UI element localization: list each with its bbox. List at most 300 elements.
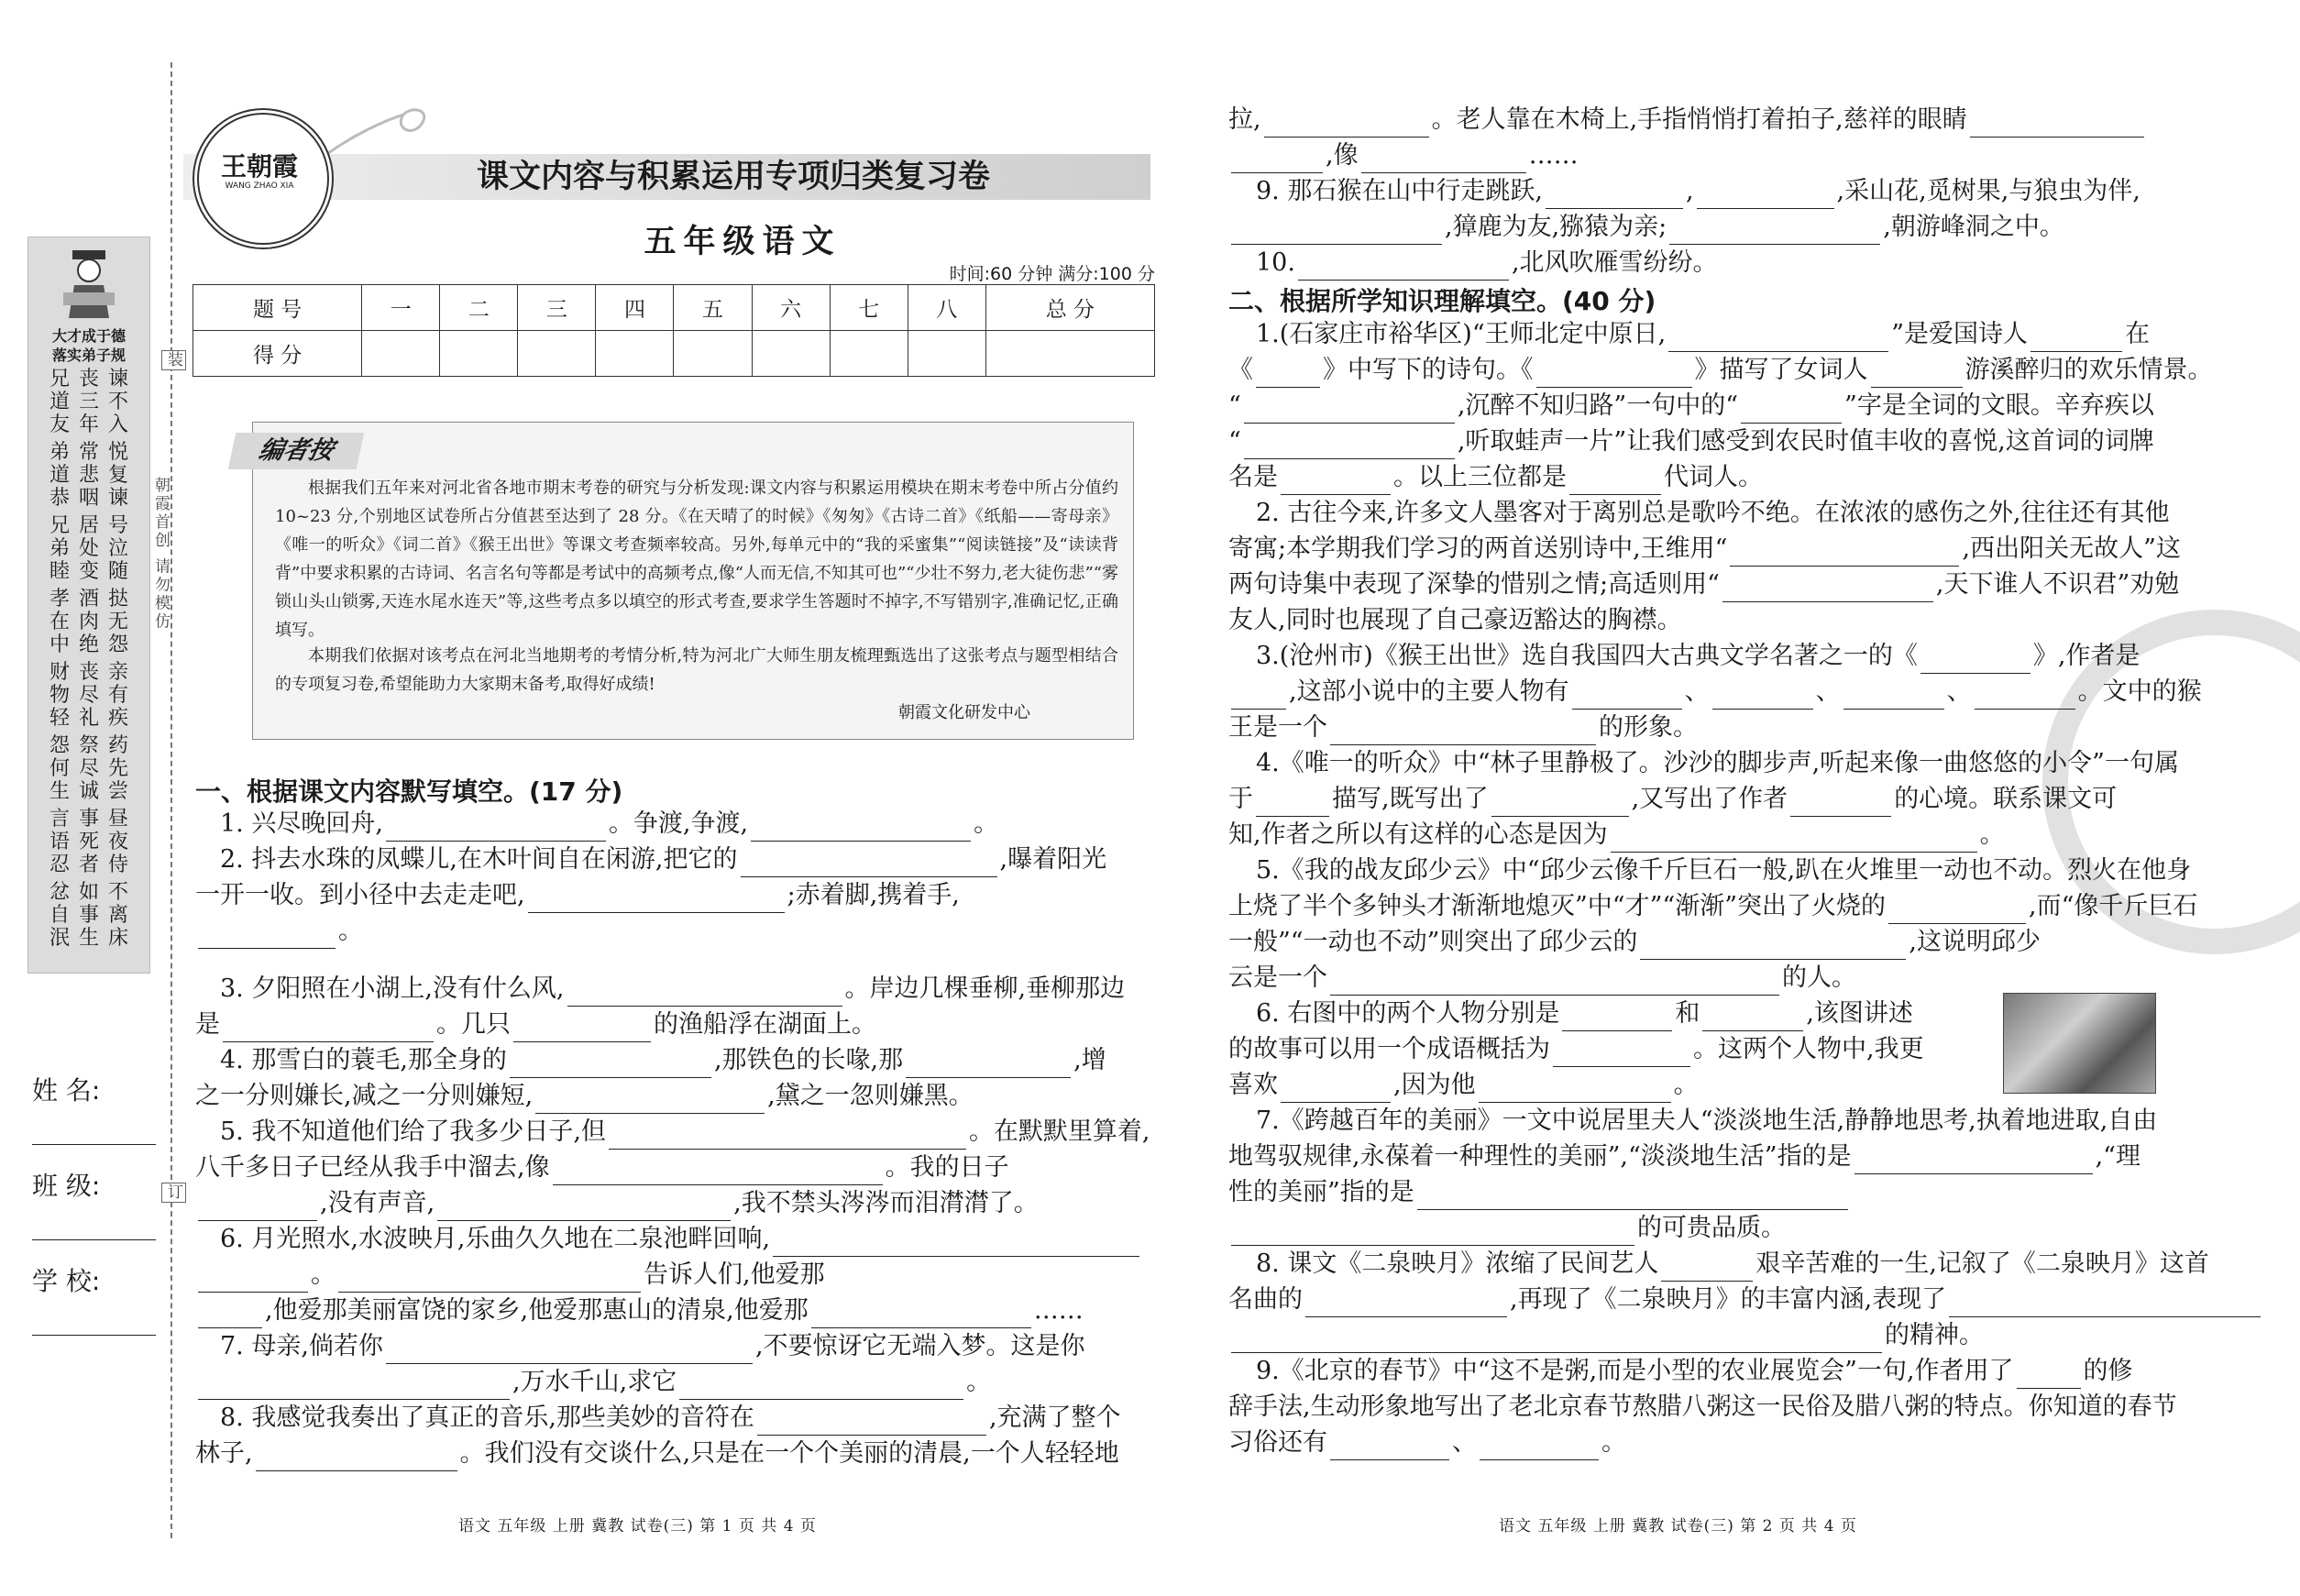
poem-column: 谏不入: [107, 368, 128, 436]
f2-line: [1228, 1032, 1924, 1067]
binding-mark-ding: 订: [161, 1183, 186, 1203]
score-header-cell: 总 分: [985, 285, 1154, 331]
question-text: 的人。: [1782, 963, 1856, 992]
poem-column: 言语忍: [49, 808, 70, 876]
name-field[interactable]: [32, 1144, 156, 1145]
question-text: 6. 右图中的两个人物分别是: [1256, 999, 1560, 1028]
f1-line: [1256, 996, 1913, 1031]
answer-blank[interactable]: [1480, 1432, 1599, 1460]
question-text: 名曲的: [1228, 1285, 1303, 1314]
motto-line-2: 落实弟子规: [51, 347, 126, 364]
question-text: 8. 我感觉我奏出了真正的音乐,那些美妙的音符在: [220, 1403, 754, 1432]
question-text: ……: [1033, 1296, 1084, 1325]
brand-logo-subtext: WANG ZHAO XIA: [225, 182, 294, 191]
answer-blank[interactable]: [1741, 395, 1842, 424]
question-text: ,我不禁头涔涔而泪潸潸了。: [733, 1189, 1039, 1217]
question-text: “: [1228, 391, 1241, 420]
score-cell[interactable]: [908, 331, 985, 377]
question-text: 习俗还有: [1228, 1428, 1327, 1457]
question-text: 。老人靠在木椅上,手指悄悄打着拍子,慈祥的眼睛: [1431, 105, 1967, 134]
h1-line: [1256, 1247, 2209, 1282]
question-text: ,没有声音,: [320, 1189, 435, 1217]
question-text: 性的美丽”指的是: [1228, 1178, 1414, 1206]
answer-blank[interactable]: [1871, 359, 1963, 388]
answer-blank[interactable]: [1330, 967, 1779, 996]
question-text: 。在默默里算着,: [968, 1117, 1150, 1146]
answer-blank[interactable]: [1843, 681, 1944, 710]
exam-title: 课文内容与积累运用专项归类复习卷: [476, 159, 990, 195]
answer-blank[interactable]: [1231, 216, 1442, 245]
answer-blank[interactable]: [1305, 1289, 1507, 1317]
answer-blank[interactable]: [198, 1264, 308, 1293]
question-text: 。: [1979, 820, 2005, 849]
q8-line-a: [220, 1401, 1121, 1436]
answer-blank[interactable]: [1281, 467, 1391, 495]
question-text: 3.(沧州市)《猴王出世》选自我国四大古典文学名著之一的《: [1256, 642, 1918, 670]
answer-blank[interactable]: [1330, 1432, 1449, 1460]
answer-blank[interactable]: [386, 813, 606, 842]
score-label: 得 分: [193, 331, 362, 377]
b3-line: [1228, 567, 2179, 602]
answer-blank[interactable]: [773, 1228, 1139, 1257]
dizigui-poem: [28, 368, 149, 963]
answer-blank[interactable]: [1888, 896, 2026, 924]
answer-blank[interactable]: [1417, 1182, 1848, 1210]
question-text: 是: [195, 1010, 220, 1039]
exam-subtitle: 五年级语文: [644, 224, 842, 260]
question-text: 、: [1684, 677, 1710, 706]
poem-column: 怨何生: [49, 734, 70, 803]
question-text: 的心境。联系课文可: [1894, 785, 2118, 813]
binding-note: 朝霞首创 请勿模仿: [151, 477, 170, 632]
answer-blank[interactable]: [535, 1085, 765, 1114]
c1-line: [1256, 639, 2140, 674]
question-text: 。文中的猴: [2077, 677, 2202, 706]
question-text: 。几只: [436, 1010, 511, 1039]
answer-blank[interactable]: [2017, 1360, 2081, 1389]
question-text: 喜欢: [1228, 1071, 1278, 1099]
answer-blank[interactable]: [1553, 1039, 1690, 1067]
question-text: 上烧了半个多钟头才渐渐地熄灭”中“才”“渐渐”突出了火烧的: [1228, 892, 1887, 920]
answer-blank[interactable]: [1361, 145, 1526, 173]
question-text: 5. 我不知道他们给了我多少日子,但: [220, 1117, 606, 1146]
answer-blank[interactable]: [1669, 216, 1880, 245]
question-text: 。: [1601, 1428, 1626, 1457]
question-text: 云是一个: [1228, 963, 1327, 992]
question-text: ,朝游峰洞之中。: [1883, 213, 2064, 241]
score-cell[interactable]: [752, 331, 830, 377]
answer-blank[interactable]: [751, 813, 971, 842]
poem-column: 兄道友: [49, 368, 70, 436]
question-text: ,西出阳关无故人”这: [1962, 534, 2181, 563]
answer-blank[interactable]: [567, 978, 842, 1007]
answer-blank[interactable]: [198, 1300, 262, 1328]
question-text: ……: [1528, 141, 1579, 170]
question-text: 、: [1946, 677, 1972, 706]
answer-blank[interactable]: [1661, 1253, 1753, 1282]
question-text: 知,作者之所以有这样的心态是因为: [1228, 820, 1608, 849]
question-text: ,沉醉不知归路”一句中的“: [1457, 391, 1739, 420]
answer-blank[interactable]: [609, 1121, 966, 1150]
school-field[interactable]: [32, 1335, 156, 1336]
question-text: 辞手法,生动形象地写出了老北京春节熬腊八粥这一民俗及腊八粥的特点。你知道的春节: [1228, 1392, 2177, 1421]
class-field[interactable]: [32, 1239, 156, 1240]
a1-line: [1256, 317, 2150, 352]
scholar-illustration-icon: [61, 247, 116, 320]
question-text: 3. 夕阳照在小湖上,没有什么风,: [220, 974, 565, 1003]
question-text: 。: [338, 917, 363, 945]
question-text: 拉,: [1228, 105, 1261, 134]
b4-line: [1228, 603, 1682, 638]
answer-blank[interactable]: [198, 1193, 317, 1221]
question-text: 代词人。: [1664, 463, 1763, 491]
q5-line-b: [195, 1150, 1009, 1185]
question-text: 7.《跨越百年的美丽》一文中说居里夫人“淡淡地生活,静静地思考,执着地进取,自由: [1256, 1106, 2158, 1135]
motto-sidebar: [28, 237, 150, 974]
question-text: 的可贵品质。: [1637, 1214, 1786, 1242]
poem-column: 亲有疾: [107, 661, 128, 730]
poem-column: 悦复谏: [107, 441, 128, 510]
question-text: ,采山花,觅树果,与狼虫为伴,: [1836, 177, 2140, 205]
school-label: 学 校:: [32, 1266, 101, 1296]
question-text: 。这两个人物中,我更: [1693, 1035, 1924, 1063]
question-text: 游溪醉归的欢乐情景。: [1964, 356, 2213, 384]
q8-line-b: [195, 1436, 1119, 1471]
answer-blank[interactable]: [1281, 1074, 1391, 1103]
score-table: [193, 284, 1155, 377]
answer-blank[interactable]: [510, 1050, 711, 1078]
question-text: ,曝着阳光: [999, 845, 1107, 874]
i3-line: [1228, 1425, 1626, 1460]
score-header-cell: 四: [596, 285, 674, 331]
poem-column: 挞无怨: [107, 588, 128, 656]
i1-line: [1256, 1354, 2133, 1389]
answer-blank[interactable]: [553, 1157, 883, 1185]
binding-mark-zhuang: 装: [161, 350, 186, 370]
a5-line: [1228, 460, 1763, 495]
q2-line-a: [220, 842, 1106, 877]
poem-column: 弟道恭: [49, 441, 70, 510]
question-text: 林子,: [195, 1439, 253, 1468]
poem-column: 祭尽诚: [78, 734, 99, 803]
g3-line: [1228, 1175, 1851, 1210]
h3-line: [1228, 1318, 1984, 1353]
poem-column: 忿自泯: [49, 881, 70, 950]
question-text: 9. 那石猴在山中行走跳跃,: [1256, 177, 1543, 205]
question-text: 一般”“一动也不动”则突出了邱少云的: [1228, 928, 1638, 956]
question-text: ”字是全词的文眼。辛弃疾以: [1844, 391, 2154, 420]
c2-line: [1228, 675, 2202, 710]
question-text: 5.《我的战友邱少云》中“邱少云像千斤巨石一般,趴在火堆里一动也不动。烈火在他身: [1256, 856, 2192, 885]
question-text: ,再现了《二泉映月》的丰富内涵,表现了: [1510, 1285, 1947, 1314]
q6-line-b: [195, 1258, 825, 1293]
answer-blank[interactable]: [198, 1371, 510, 1400]
question-text: ,那铁色的长喙,那: [713, 1046, 904, 1074]
answer-blank[interactable]: [338, 1264, 641, 1293]
answer-blank[interactable]: [1730, 538, 1959, 567]
footer-page-2: 语文 五年级 上册 冀教 试卷(三) 第 2 页 共 4 页: [1499, 1517, 1857, 1535]
q2-line-c: [195, 914, 363, 949]
story-illustration-image: [2003, 993, 2156, 1094]
poem-column: 事死者: [78, 808, 99, 876]
section-1-heading: 一、根据课文内容默写填空。(17 分): [195, 776, 623, 807]
answer-blank[interactable]: [437, 1193, 731, 1221]
b1-line: [1256, 496, 2170, 531]
q9-line-a: [1256, 174, 2140, 209]
answer-blank[interactable]: [256, 1443, 457, 1471]
editor-note-tag: 编者按: [228, 433, 365, 469]
r-line-2: [1228, 138, 1579, 173]
answer-blank[interactable]: [1722, 574, 1933, 602]
class-label: 班 级:: [32, 1171, 101, 1201]
footer-page-1: 语文 五年级 上册 冀教 试卷(三) 第 1 页 共 4 页: [458, 1517, 817, 1535]
question-text: 4. 那雪白的蓑毛,那全身的: [220, 1046, 507, 1074]
question-text: 2. 抖去水珠的凤蝶儿,在木叶间自在闲游,把它的: [220, 845, 738, 874]
score-cell[interactable]: [985, 331, 1154, 377]
answer-blank[interactable]: [1330, 717, 1596, 745]
question-text: 的修: [2083, 1357, 2133, 1385]
score-header-cell: 七: [830, 285, 908, 331]
question-text: 友人,同时也展现了自己豪迈豁达的胸襟。: [1228, 606, 1682, 634]
i2-line: [1228, 1390, 2177, 1425]
answer-blank[interactable]: [1640, 931, 1906, 960]
question-text: ,这部小说中的主要人物有: [1289, 677, 1569, 706]
score-header-row: [193, 285, 1155, 331]
q3-line-b: [195, 1007, 876, 1042]
question-text: 于: [1228, 785, 1253, 813]
score-header-cell: 六: [752, 285, 830, 331]
answer-blank[interactable]: [2030, 324, 2122, 352]
h2-line: [1228, 1282, 2263, 1317]
answer-blank[interactable]: [386, 1336, 753, 1364]
question-text: ,而“像千斤巨石: [2029, 892, 2198, 920]
question-text: 的精神。: [1885, 1321, 1984, 1349]
q3-line-a: [220, 972, 1125, 1007]
question-text: 。我的日子: [885, 1153, 1009, 1182]
answer-blank[interactable]: [1668, 324, 1888, 352]
name-label: 姓 名:: [32, 1075, 101, 1106]
motto-line-1: 大才成于德: [51, 327, 126, 345]
question-text: “: [1228, 427, 1241, 456]
answer-blank[interactable]: [1970, 109, 2144, 138]
a4-line: [1228, 424, 2154, 459]
question-text: 8. 课文《二泉映月》浓缩了民间艺人: [1256, 1249, 1659, 1278]
answer-blank[interactable]: [1256, 359, 1320, 388]
question-text: 1.(石家庄市裕华区)“王师北定中原日,: [1256, 320, 1667, 348]
answer-blank[interactable]: [1712, 681, 1813, 710]
question-text: 。以上三位都是: [1393, 463, 1567, 491]
answer-blank[interactable]: [1697, 181, 1834, 209]
q2-line-b: [195, 878, 960, 913]
answer-blank[interactable]: [1949, 1289, 2261, 1317]
answer-blank[interactable]: [1702, 1003, 1803, 1031]
question-text: 。: [1673, 1071, 1699, 1099]
answer-blank[interactable]: [811, 1300, 1031, 1328]
question-text: 7. 母亲,倘若你: [220, 1332, 383, 1360]
question-text: 。: [311, 1260, 336, 1289]
poem-column: 不离床: [107, 881, 128, 950]
poem-column: 酒肉绝: [78, 588, 99, 656]
question-text: 、: [1815, 677, 1841, 706]
question-text: 》描写了女词人: [1694, 356, 1868, 384]
g2-line: [1228, 1139, 2140, 1174]
answer-blank[interactable]: [1546, 181, 1683, 209]
question-text: 告诉人们,他爱那: [644, 1260, 825, 1289]
answer-blank[interactable]: [1491, 788, 1629, 817]
answer-blank[interactable]: [1231, 145, 1323, 173]
q10-line: [1256, 246, 1718, 281]
c3-line: [1228, 710, 1698, 745]
q1-line: [220, 807, 998, 842]
score-cell[interactable]: [518, 331, 596, 377]
answer-blank[interactable]: [1244, 395, 1455, 424]
answer-blank[interactable]: [679, 1371, 963, 1400]
question-text: ,他爱那美丽富饶的家乡,他爱那惠山的清泉,他爱那: [265, 1296, 809, 1325]
answer-blank[interactable]: [1854, 1146, 2093, 1174]
question-text: 、: [1452, 1428, 1477, 1457]
answer-blank[interactable]: [1264, 109, 1429, 138]
question-text: 。岸边几棵垂柳,垂柳那边: [844, 974, 1126, 1003]
question-text: 。: [966, 1368, 992, 1396]
d1-line: [1256, 746, 2179, 781]
answer-blank[interactable]: [1298, 252, 1509, 281]
answer-blank[interactable]: [1790, 788, 1891, 817]
answer-blank[interactable]: [1920, 645, 2030, 674]
g4-line: [1228, 1211, 1786, 1246]
q6-line-c: [195, 1293, 1084, 1328]
score-cell[interactable]: [440, 331, 518, 377]
question-text: ,增: [1073, 1046, 1106, 1074]
question-text: ,黛之一忽则嫌黑。: [767, 1082, 974, 1110]
question-text: ,该图讲述: [1806, 999, 1913, 1028]
poem-column: 昼夜侍: [107, 808, 128, 876]
question-text: 名是: [1228, 463, 1278, 491]
q6-line-a: [220, 1222, 1142, 1257]
question-text: 《: [1228, 356, 1253, 384]
q4-line-a: [220, 1043, 1106, 1078]
binding-fold-line: [171, 62, 172, 1538]
exam-time-info: 时间:60 分钟 满分:100 分: [949, 264, 1155, 284]
score-cell[interactable]: [674, 331, 752, 377]
poem-column: 居处变: [78, 514, 99, 583]
a3-line: [1228, 389, 2154, 424]
answer-blank[interactable]: [1572, 681, 1682, 710]
answer-blank[interactable]: [1256, 788, 1329, 817]
answer-blank[interactable]: [741, 849, 997, 877]
score-cell[interactable]: [596, 331, 674, 377]
score-cell[interactable]: [362, 331, 440, 377]
answer-blank[interactable]: [1479, 1074, 1671, 1103]
editor-note-para-1: 根据我们五年来对河北省各地市期末考卷的研究与分析发现:课文内容与积累运用模块在期末考卷中所占分值约 10~23 分,个别地区试卷所占分值甚至达到了 28 分。《在天晴了的时候》《匆匆》《古诗二首》《纸船——寄母亲》《唯一的听众》《词二首》《猴王出世》等课文考查频率较高。另外,每单元中的“我的采蜜集”“阅读链接”及“读读背背”中要求积累的古诗词、名言名句等都是考试中的高频考点,像“人而无信,不知其可也”“少壮不努力,老大徒伤悲”“雾锁山头山锁雾,天连水尾水连天”等,这些考点多以填空的形式考查,要求学生答题时不掉字,不写错别字,准确记忆,正确填写。: [275, 479, 1118, 640]
answer-blank[interactable]: [1231, 1217, 1634, 1246]
question-text: 王是一个: [1228, 713, 1327, 742]
question-text: ,听取蛙声一片”让我们感受到农民时值丰收的喜悦,这首词的词牌: [1457, 427, 2154, 456]
question-text: 。: [974, 809, 999, 838]
answer-blank[interactable]: [1231, 681, 1286, 710]
question-text: 两句诗集中表现了深挚的惜别之情;高适则用“: [1228, 570, 1720, 599]
answer-blank[interactable]: [1569, 467, 1661, 495]
q7-line-a: [220, 1329, 1085, 1364]
question-text: 描写,既写出了: [1332, 785, 1489, 813]
answer-blank[interactable]: [198, 920, 336, 949]
score-header-cell: 五: [674, 285, 752, 331]
poem-column: 兄弟睦: [49, 514, 70, 583]
q5-line-c: [195, 1186, 1039, 1221]
question-text: ,北风吹雁雪纷纷。: [1511, 248, 1718, 277]
score-cell[interactable]: [830, 331, 908, 377]
score-header-cell: 题 号: [193, 285, 362, 331]
question-text: 1. 兴尽晚回舟,: [220, 809, 383, 838]
question-text: 9.《北京的春节》中“这不是粥,而是小型的农业展览会”一句,作者用了: [1256, 1357, 2014, 1385]
question-text: ,又写出了作者: [1631, 785, 1788, 813]
poem-column: 号泣随: [107, 514, 128, 583]
score-header-cell: 二: [440, 285, 518, 331]
answer-blank[interactable]: [223, 1014, 434, 1042]
r-line-1: [1228, 103, 2147, 138]
question-text: ,这说明邱少: [1909, 928, 2041, 956]
question-text: ,因为他: [1393, 1071, 1476, 1099]
answer-blank[interactable]: [1244, 431, 1455, 459]
question-text: 地驾驭规律,永葆着一种理性的美丽”,“淡淡地生活”指的是: [1228, 1142, 1852, 1171]
d3-line: [1228, 818, 2005, 853]
answer-blank[interactable]: [1975, 681, 2075, 710]
editor-note-para-2: 本期我们依据对该考点在河北当地期考的考情分析,特为河北广大师生朋友梳理甄选出了这张考点与题型相结合的专项复习卷,希望能助力大家期末备考,取得好成绩!: [275, 646, 1118, 694]
question-text: ,天下谁人不识君”劝勉: [1935, 570, 2180, 599]
question-text: 》,作者是: [2032, 642, 2140, 670]
question-text: 10.: [1256, 248, 1295, 277]
question-text: ,獐鹿为友,猕猿为亲;: [1445, 213, 1667, 241]
answer-blank[interactable]: [528, 885, 785, 913]
question-text: 》中写下的诗句。《: [1323, 356, 1534, 384]
question-text: 的故事可以用一个成语概括为: [1228, 1035, 1550, 1063]
answer-blank[interactable]: [1536, 359, 1692, 388]
score-row: [193, 331, 1155, 377]
e1-line: [1256, 853, 2191, 888]
e3-line: [1228, 925, 2041, 960]
question-text: ,: [1685, 177, 1694, 205]
question-text: ,万水千山,求它: [512, 1368, 677, 1396]
answer-blank[interactable]: [1562, 1003, 1672, 1031]
q9-line-b: [1228, 210, 2064, 245]
question-text: 在: [2125, 320, 2151, 348]
question-text: ,“理: [2095, 1142, 2140, 1171]
poem-column: 丧尽礼: [78, 661, 99, 730]
editor-note-signature: 朝霞文化研发中心: [898, 703, 1030, 722]
score-header-cell: 三: [518, 285, 596, 331]
answer-blank[interactable]: [757, 1407, 986, 1436]
question-text: 一开一收。到小径中去走走吧,: [195, 881, 525, 909]
question-text: 4.《唯一的听众》中“林子里静极了。沙沙的脚步声,听起来像一曲悠悠的小令”一句属: [1256, 749, 2179, 777]
question-text: 和: [1675, 999, 1700, 1028]
e2-line: [1228, 889, 2197, 924]
answer-blank[interactable]: [1231, 1325, 1882, 1353]
answer-blank[interactable]: [1611, 824, 1977, 853]
question-text: ,不要惊讶它无端入梦。这是你: [754, 1332, 1085, 1360]
question-text: 。争渡,争渡,: [608, 809, 749, 838]
question-text: 八千多日子已经从我手中溜去,像: [195, 1153, 550, 1182]
f3-line: [1228, 1068, 1699, 1103]
section-2-heading: 二、根据所学知识理解填空。(40 分): [1228, 286, 1656, 316]
g1-line: [1256, 1104, 2157, 1139]
poem-column: 药先尝: [107, 734, 128, 803]
poem-column: 丧三年: [78, 368, 99, 436]
score-header-cell: 一: [362, 285, 440, 331]
answer-blank[interactable]: [513, 1014, 651, 1042]
poem-column: 常悲咽: [78, 441, 99, 510]
question-text: 2. 古往今来,许多文人墨客对于离别总是歌吟不绝。在浓浓的感伤之外,往往还有其他: [1256, 499, 2170, 527]
answer-blank[interactable]: [906, 1050, 1071, 1078]
question-text: 6. 月光照水,水波映月,乐曲久久地在二泉池畔回响,: [220, 1225, 771, 1253]
